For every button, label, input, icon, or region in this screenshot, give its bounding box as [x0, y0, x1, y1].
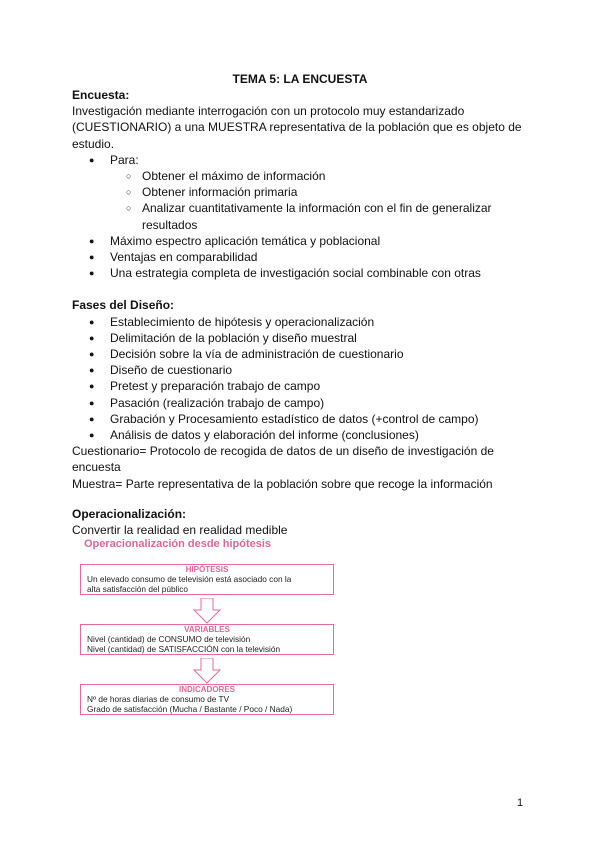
- muestra-definition: Muestra= Parte representativa de la población sobre que recoge la información: [72, 476, 493, 491]
- variables-line: Nivel (cantidad) de SATISFACCIÓN con la televisión: [87, 644, 281, 654]
- list-item: ○ Obtener información primaria: [72, 184, 532, 200]
- hipotesis-line: alta satisfacción del público: [87, 584, 189, 594]
- list-item: ○ Obtener el máximo de información: [72, 168, 532, 184]
- operacionalizacion-text: Convertir la realidad en realidad medible: [72, 523, 288, 538]
- list-item: ○ Analizar cuantitativamente la información con el fin de generalizar resultados: [72, 200, 532, 232]
- list-item: ● Pasación (realización trabajo de campo): [72, 395, 532, 411]
- para-sublist: [72, 168, 532, 233]
- hipotesis-box: [80, 564, 334, 595]
- list-item: ● Análisis de datos y elaboración del informe (conclusiones): [72, 427, 532, 443]
- list-item: ● Una estrategia completa de investigación social combinable con otras: [72, 265, 532, 281]
- diagram-title: Operacionalización desde hipótesis: [84, 538, 272, 550]
- indicadores-line: Nº de horas diarias de consumo de TV: [87, 694, 230, 704]
- spacer: [72, 492, 532, 506]
- list-item: ● Diseño de cuestionario: [72, 362, 532, 378]
- down-arrow-icon: [192, 658, 222, 684]
- list-item: ● Pretest y preparación trabajo de campo: [72, 378, 532, 394]
- indicadores-label: INDICADORES: [178, 685, 235, 694]
- list-item: ● Establecimiento de hipótesis y operacionalización: [72, 314, 532, 330]
- cuestionario-definition: Cuestionario= Protocolo de recogida de datos de un diseño de investigación de encuesta: [72, 444, 494, 475]
- operacionalizacion-heading: Operacionalización:: [72, 506, 187, 521]
- indicadores-line: Grado de satisfacción (Mucha / Bastante / Poco / Nada): [87, 704, 293, 714]
- variables-box: [80, 624, 334, 655]
- indicadores-box: [80, 684, 334, 715]
- encuesta-heading: Encuesta:: [72, 88, 130, 102]
- list-item: ● Ventajas en comparabilidad: [72, 249, 532, 265]
- list-item: ● Máximo espectro aplicación temática y poblacional: [72, 233, 532, 249]
- hipotesis-line: Un elevado consumo de televisión está asociado con la: [87, 574, 292, 584]
- variables-line: Nivel (cantidad) de CONSUMO de televisión: [87, 634, 251, 644]
- fases-list: [72, 314, 532, 444]
- hipotesis-label: HIPÓTESIS: [185, 565, 229, 574]
- encuesta-list: [72, 152, 532, 282]
- variables-label: VARIABLES: [184, 625, 230, 634]
- list-item: [72, 152, 532, 233]
- down-arrow-icon: [192, 598, 222, 624]
- list-item: ● Delimitación de la población y diseño muestral: [72, 330, 532, 346]
- list-item: ● Decisión sobre la vía de administración de cuestionario: [72, 346, 532, 362]
- list-item: ● Grabación y Procesamiento estadístico de datos (+control de campo): [72, 411, 532, 427]
- encuesta-definition: Investigación mediante interrogación con un protocolo muy estandarizado (CUESTIONARIO) a una MUESTRA representativa de la población que es objeto de estudio.: [72, 104, 522, 151]
- fases-heading: Fases del Diseño:: [72, 298, 175, 313]
- para-label: Para:: [110, 152, 139, 167]
- page-title: TEMA 5: LA ENCUESTA: [232, 72, 368, 86]
- page-number: 1: [517, 797, 524, 809]
- spacer: [72, 281, 532, 297]
- operacionalizacion-diagram: [80, 538, 340, 728]
- document-body: [72, 87, 532, 538]
